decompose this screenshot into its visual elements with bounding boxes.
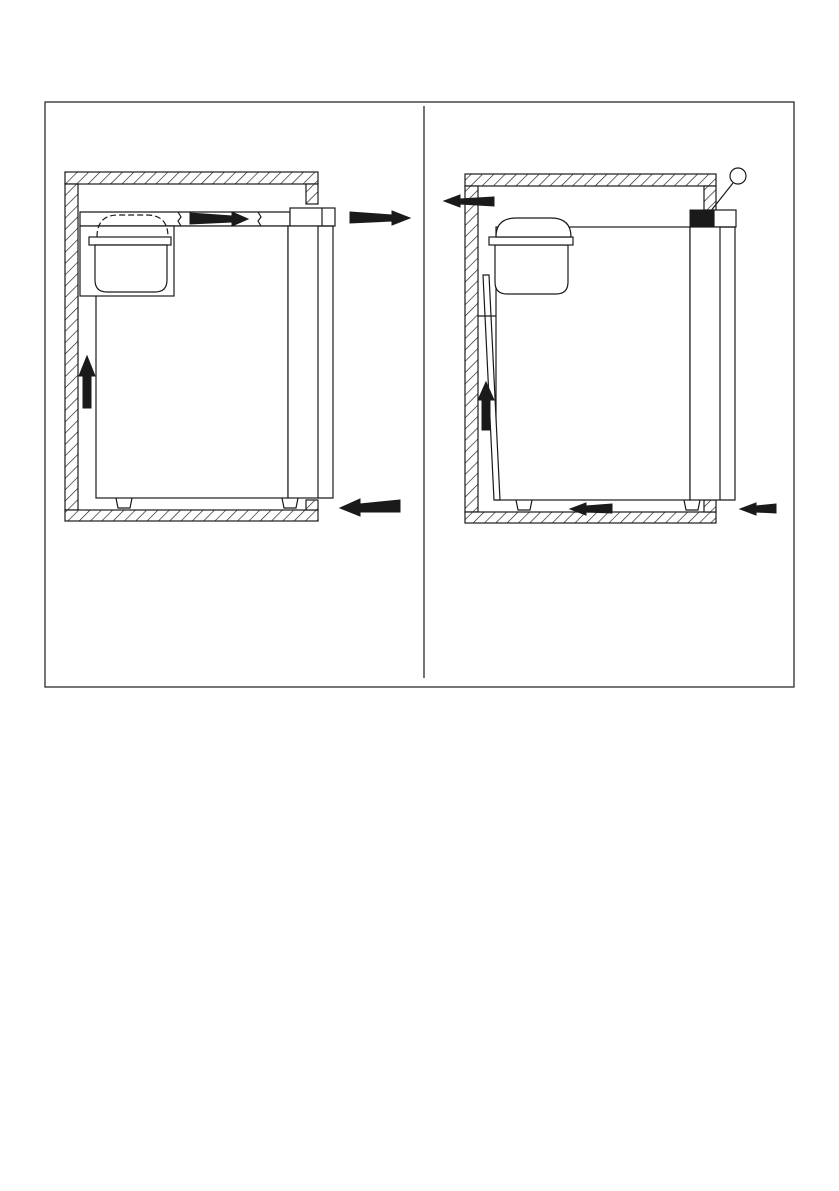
niche-left-wall [465,186,478,512]
airflow-arrow-intake [740,503,776,515]
compressor-flange [89,237,171,245]
niche-bottom-wall [65,510,318,521]
niche-right-wall-upper [306,184,318,204]
front-vent-grille-dark [690,210,714,227]
rear-foot [282,498,298,508]
niche-top-wall [465,174,716,186]
door-seal [720,227,735,500]
fridge-door [288,226,318,498]
compressor-flange [489,237,573,245]
front-foot [116,498,132,508]
niche-right-wall-lower [306,500,318,510]
airflow-arrow-intake [340,499,400,516]
niche-left-wall [65,184,78,510]
compressor [95,245,167,292]
niche-bottom-wall [465,512,716,523]
airflow-arrow-exhaust [350,211,410,225]
top-air-duct [80,212,290,226]
airflow-arrow-rising [79,356,95,408]
fridge-door [690,227,720,500]
compressor-dome [496,218,571,237]
right-panel [444,168,776,523]
compressor [495,245,568,294]
front-foot [516,500,532,510]
front-vent-grille-light [714,210,736,227]
rear-foot [684,500,700,510]
niche-top-wall [65,172,318,184]
callout-circle [730,168,746,184]
left-panel [65,172,410,521]
front-vent-grille [290,208,335,226]
door-seal [318,226,333,498]
niche-right-wall-lower [704,500,716,512]
